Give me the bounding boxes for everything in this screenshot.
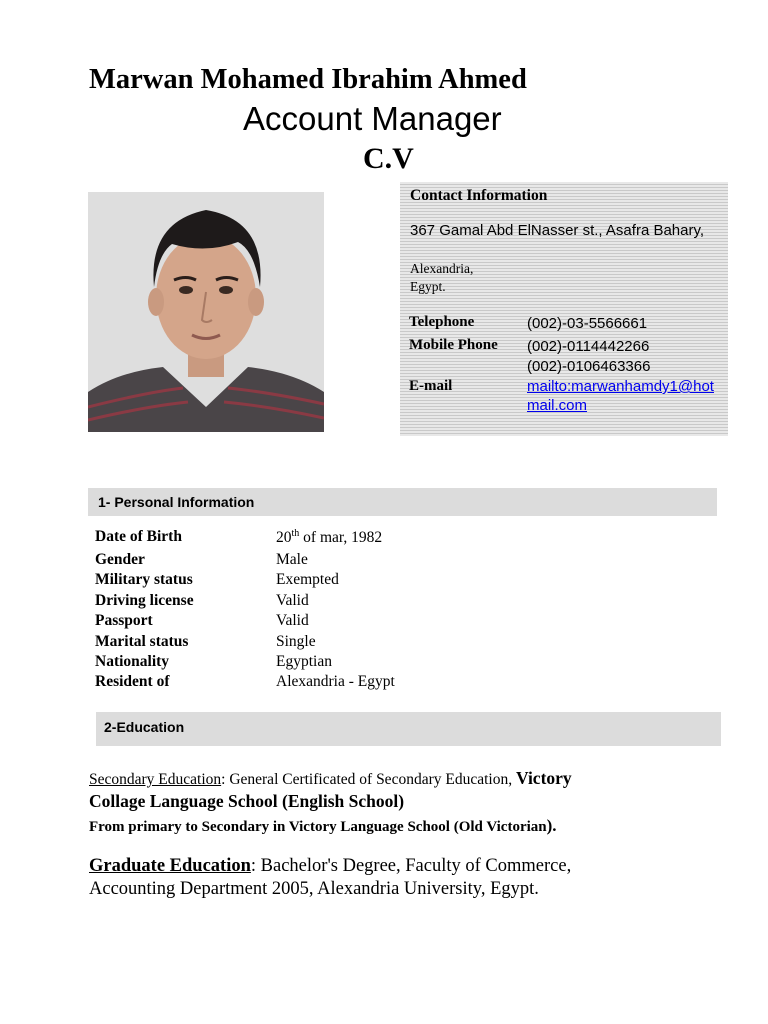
dob-suffix: th xyxy=(291,528,300,539)
person-portrait-icon xyxy=(88,192,324,432)
dob-label: Date of Birth xyxy=(95,528,182,545)
row-value: Exempted xyxy=(276,571,339,588)
address-line-2: Alexandria, xyxy=(410,261,474,276)
row-value: Valid xyxy=(276,592,309,609)
secondary-education-line-3-text: From primary to Secondary in Victory Language School (Old Victorian xyxy=(89,819,547,835)
graduate-education-line-2: Accounting Department 2005, Alexandria University, Egypt. xyxy=(89,879,539,899)
profile-photo xyxy=(88,192,324,432)
row-label: Military status xyxy=(95,571,193,588)
dob-rest: of mar, 1982 xyxy=(299,529,383,547)
telephone-value: (002)-03-5566661 xyxy=(527,315,648,332)
email-link[interactable]: mailto:marwanhamdy1@hotmail.com xyxy=(527,378,714,414)
cv-name: Marwan Mohamed Ibrahim Ahmed xyxy=(89,64,527,95)
mobile-value-2: (002)-0106463366 xyxy=(527,358,651,375)
row-label: Resident of xyxy=(95,673,170,690)
education-heading xyxy=(96,712,721,746)
graduate-education-label: Graduate Education xyxy=(89,856,251,876)
row-label: Passport xyxy=(95,612,153,629)
secondary-education-school: Collage Language School (English School) xyxy=(89,791,405,811)
contact-title: Contact Information xyxy=(410,187,548,204)
row-value: Single xyxy=(276,633,316,650)
secondary-education-line-3-end: ). xyxy=(546,816,557,835)
graduate-education-text-1: : Bachelor's Degree, Faculty of Commerce, xyxy=(250,856,572,876)
email-label: E-mail xyxy=(409,378,453,394)
row-label: Nationality xyxy=(95,653,170,670)
secondary-education-line-1 xyxy=(89,768,572,789)
address-city xyxy=(410,260,473,296)
mobile-value-1: (002)-0114442266 xyxy=(527,338,650,355)
personal-heading-text: 1- Personal Information xyxy=(98,494,255,510)
address-line-3: Egypt. xyxy=(410,279,446,294)
telephone-label: Telephone xyxy=(409,314,475,330)
address-line-1: 367 Gamal Abd ElNasser st., Asafra Bahary, xyxy=(410,222,705,239)
dob-value xyxy=(276,528,382,547)
row-value: Valid xyxy=(276,612,309,629)
row-label: Marital status xyxy=(95,633,189,650)
row-value: Egyptian xyxy=(276,653,332,670)
education-heading-text: 2-Education xyxy=(104,719,185,735)
dob-day: 20 xyxy=(276,529,292,547)
secondary-education-bold-1: Victory xyxy=(515,768,572,788)
mobile-label: Mobile Phone xyxy=(409,337,498,353)
document-type: C.V xyxy=(363,142,414,175)
row-label: Gender xyxy=(95,551,145,568)
job-title: Account Manager xyxy=(243,100,502,137)
row-label: Driving license xyxy=(95,592,194,609)
personal-information-heading xyxy=(88,488,717,516)
contact-information-box xyxy=(400,182,728,436)
secondary-education-text: : General Certificated of Secondary Education, xyxy=(221,771,516,788)
row-value: Alexandria - Egypt xyxy=(276,673,395,690)
row-value: Male xyxy=(276,551,308,568)
secondary-education-label: Secondary Education xyxy=(89,771,222,788)
secondary-education-line-3 xyxy=(89,816,557,836)
graduate-education-line-1 xyxy=(89,856,571,877)
